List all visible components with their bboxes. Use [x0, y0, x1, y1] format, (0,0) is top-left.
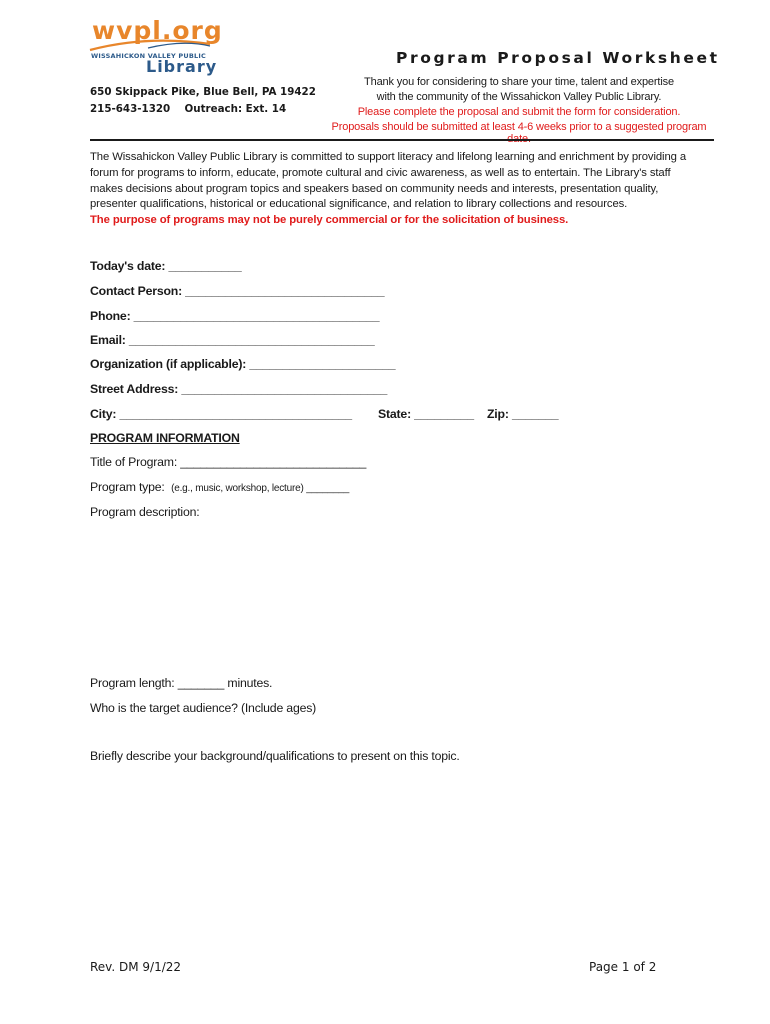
mission-paragraph — [90, 150, 690, 229]
paragraph-line: The Wissahickon Valley Public Library is committed to support literacy and lifelong learning and enrichment by providing a — [90, 151, 687, 163]
intro-line-1: Thank you for considering to share your time, talent and expertise — [364, 76, 674, 88]
program-type-hint: (e.g., music, workshop, lecture) — [171, 483, 304, 494]
phone-field[interactable]: Phone: _____________________________________ — [90, 309, 380, 323]
section-heading: PROGRAM INFORMATION — [90, 431, 240, 445]
intro-line-2: with the community of the Wissahickon Valley Public Library. — [376, 91, 662, 103]
paragraph-line: presenter qualifications, historical or educational significance, and relation to library collections and resources. — [90, 198, 628, 211]
page-title: Program Proposal Worksheet — [396, 49, 720, 67]
program-type-blank: ________ — [303, 483, 350, 494]
logo-library-text: Library — [146, 57, 218, 76]
phone-line: 215-643-1320 Outreach: Ext. 14 — [90, 103, 287, 115]
logo-subtitle: WISSAHICKON VALLEY PUBLIC — [91, 52, 206, 60]
title-of-program-field[interactable]: Title of Program: ____________________________ — [90, 455, 367, 469]
page-number: Page 1 of 2 — [589, 960, 657, 974]
background-label: Briefly describe your background/qualifications to present on this topic. — [90, 749, 460, 763]
state-field[interactable]: State: _________ — [378, 407, 474, 421]
city-field[interactable]: City: ___________________________________ — [90, 407, 352, 421]
program-type-field[interactable] — [90, 480, 349, 494]
divider — [90, 139, 714, 141]
zip-field[interactable]: Zip: _______ — [487, 407, 559, 421]
todays-date-field[interactable]: Today's date: ___________ — [90, 259, 242, 273]
program-length-field[interactable]: Program length: _______ minutes. — [90, 676, 273, 690]
logo-wvpl-text: wvpl.org — [92, 16, 223, 45]
contact-person-field[interactable]: Contact Person: ______________________________ — [90, 284, 385, 298]
organization-field[interactable]: Organization (if applicable): ______________________ — [90, 357, 396, 371]
intro-line-3: Please complete the proposal and submit the form for consideration. — [357, 106, 681, 118]
email-field[interactable]: Email: _____________________________________ — [90, 333, 375, 347]
revision-note: Rev. DM 9/1/22 — [90, 960, 182, 974]
purpose-note: The purpose of programs may not be purely commercial or for the solicitation of business. — [90, 214, 569, 227]
program-description-label: Program description: — [90, 505, 200, 519]
intro-line-4: Proposals should be submitted at least 4-6 weeks prior to a suggested program — [331, 121, 707, 133]
program-type-label: Program type: — [90, 480, 165, 494]
street-address-field[interactable]: Street Address: _______________________________ — [90, 382, 388, 396]
paragraph-line: forum for programs to inform, educate, promote cultural and civic awareness, as well as to entertain. The Library's staff — [90, 166, 671, 179]
target-audience-label: Who is the target audience? (Include ages) — [90, 701, 317, 715]
address-line: 650 Skippack Pike, Blue Bell, PA 19422 — [90, 86, 316, 98]
paragraph-line: makes decisions about program topics and speakers based on community needs and interests, presentation quality, — [90, 182, 659, 195]
